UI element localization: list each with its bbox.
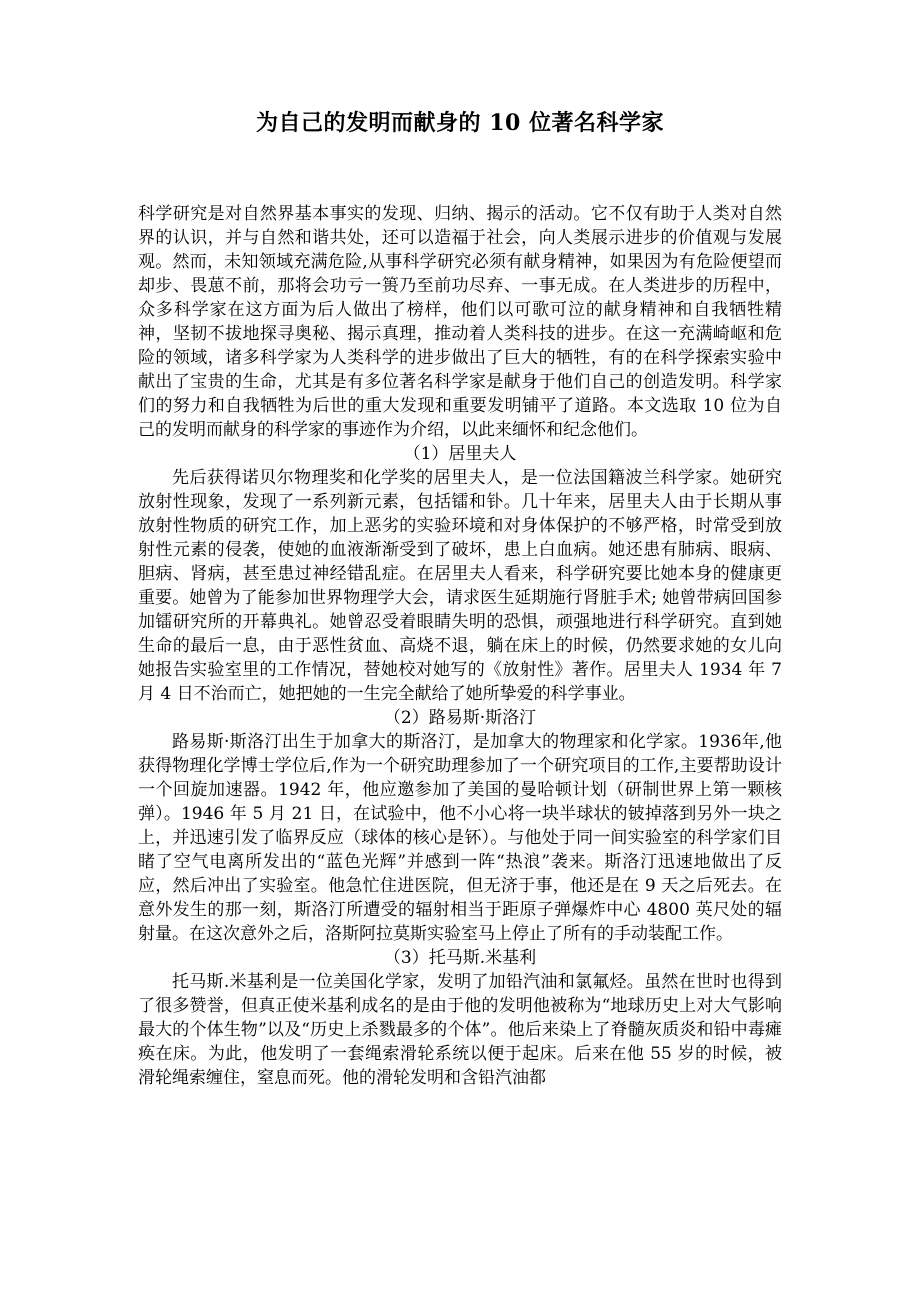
section-curie xyxy=(138,442,782,706)
section-slotin xyxy=(138,706,782,946)
section-body: 托马斯.米基利是一位美国化学家，发明了加铅汽油和氯氟烃。虽然在世时也得到了很多赞誉，但真正使米基利成名的是由于他的发明他被称为“地球历史上对大气影响最大的个体生物”以及“历史上杀戮最多的个体”。他后来染上了脊髓灰质炎和铅中毒瘫痪在床。为此，他发明了一套绳索滑轮系统以便于起床。后来在他 55 岁的时候，被滑轮绳索缠住，窒息而死。他的滑轮发明和含铅汽油都 xyxy=(138,972,782,1088)
document-title: 为自己的发明而献身的 10 位著名科学家 xyxy=(256,110,664,136)
section-body: 路易斯·斯洛汀出生于加拿大的斯洛汀，是加拿大的物理家和化学家。1936年,他获得物理化学博士学位后,作为一个研究助理参加了一个研究项目的工作,主要帮助设计一个回旋加速器。1942 年，他应邀参加了美国的曼哈顿计划（研制世界上第一颗核弹）。1946 年 5 月 21 日，在试验中，他不小心将一块半球状的铍掉落到另外一块之上，并迅速引发了临界反应（球体的核心是钚）。与他处于同一间实验室的科学家们目睹了空气电离所发出的“蓝色光辉”并感到一阵“热浪”袭来。斯洛汀迅速地做出了反应，然后冲出了实验室。他急忙住进医院，但无济于事，他还是在 9 天之后死去。在意外发生的那一刻，斯洛汀所遭受的辐射相当于距原子弹爆炸中心 4800 英尺处的辐射量。在这次意外之后，洛斯阿拉莫斯实验室马上停止了所有的手动装配工作。 xyxy=(138,732,782,944)
intro-paragraph: 科学研究是对自然界基本事实的发现、归纳、揭示的活动。它不仅有助于人类对自然界的认识，并与自然和谐共处，还可以造福于社会，向人类展示进步的价值观与发展观。然而，未知领域充满危险,从事科学研究必须有献身精神，如果因为有危险便望而却步、畏葸不前，那将会功亏一篑乃至前功尽弃、一事无成。在人类进步的历程中，众多科学家在这方面为后人做出了榜样，他们以可歌可泣的献身精神和自我牺牲精神，坚韧不拔地探寻奥秘、揭示真理，推动着人类科技的进步。在这一充满崎岖和危险的领域，诸多科学家为人类科学的进步做出了巨大的牺牲，有的在科学探索实验中献出了宝贵的生命，尤其是有多位著名科学家是献身于他们自己的创造发明。科学家们的努力和自我牺牲为后世的重大发现和重要发明铺平了道路。本文选取 10 位为自己的发明而献身的科学家的事迹作为介绍，以此来缅怀和纪念他们。 xyxy=(138,204,782,440)
section-heading: （3）托马斯.米基利 xyxy=(383,948,537,968)
section-midgley xyxy=(138,946,782,1090)
section-heading: （2）路易斯·斯洛汀 xyxy=(383,708,537,728)
section-heading: （1）居里夫人 xyxy=(403,444,517,464)
section-body: 先后获得诺贝尔物理奖和化学奖的居里夫人，是一位法国籍波兰科学家。她研究放射性现象，发现了一系列新元素，包括镭和钋。几十年来，居里夫人由于长期从事放射性物质的研究工作，加上恶劣的实验环境和对身体保护的不够严格，时常受到放射性元素的侵袭，使她的血液渐渐受到了破坏，患上白血病。她还患有肺病、眼病、胆病、肾病，甚至患过神经错乱症。在居里夫人看来，科学研究要比她本身的健康更重要。她曾为了能参加世界物理学大会，请求医生延期施行肾脏手术; 她曾带病回国参加镭研究所的开幕典礼。她曾忍受着眼睛失明的恐惧，顽强地进行科学研究。直到她生命的最后一息，由于恶性贫血、高烧不退，躺在床上的时候，仍然要求她的女儿向她报告实验室里的工作情况，替她校对她写的《放射性》著作。居里夫人 1934 年 7 月 4 日不治而亡，她把她的一生完全献给了她所挚爱的科学事业。 xyxy=(138,468,782,704)
